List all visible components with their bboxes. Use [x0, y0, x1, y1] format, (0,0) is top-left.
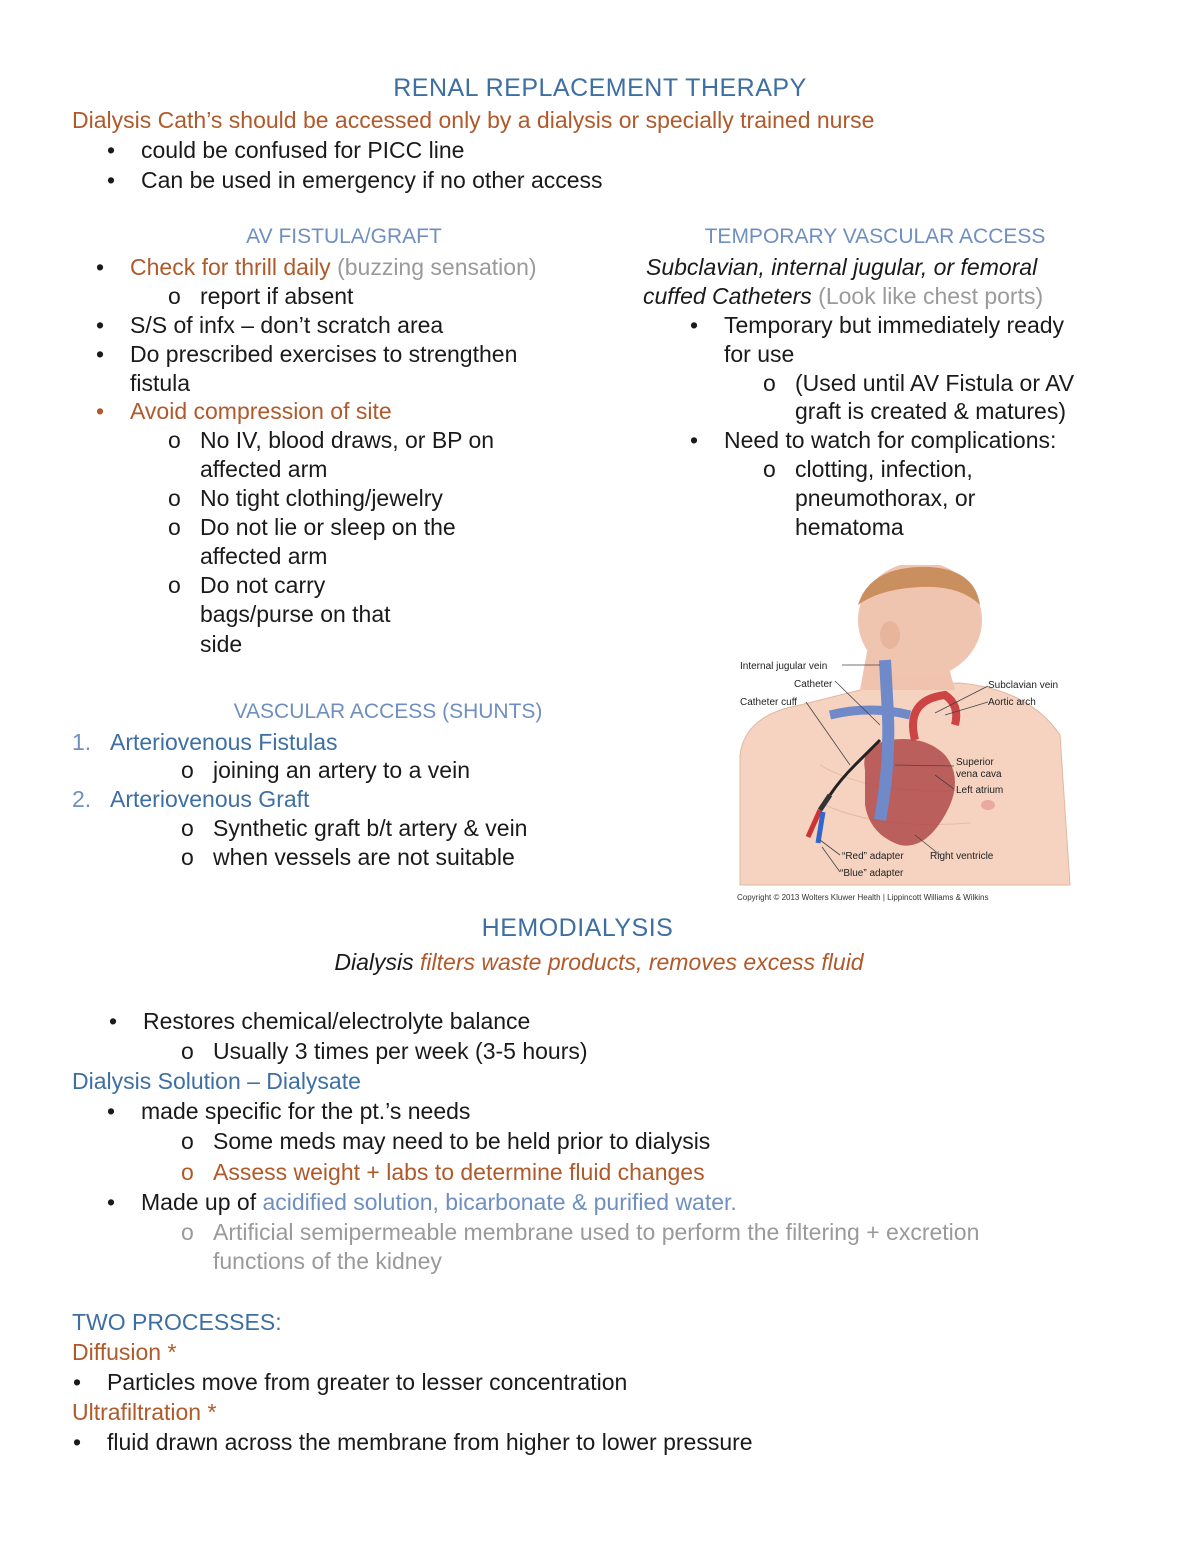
temp-bullet-ready-cont: for use — [724, 341, 795, 367]
av-thrill-text: Check for thrill daily — [130, 254, 331, 280]
temp-sub-until-cont: graft is created & matures) — [795, 398, 1066, 424]
temp-sub-clotting: o clotting, infection, — [795, 455, 973, 484]
figure-caption: Copyright © 2013 Wolters Kluwer Health | Lippincott Williams & Wilkins — [737, 893, 989, 902]
hemo-subtitle — [0, 948, 1198, 977]
shunts-item-graft: Arteriovenous Graft — [110, 786, 310, 812]
shunts-item-fistulas: Arteriovenous Fistulas — [110, 729, 338, 755]
temp-line-2 — [643, 282, 1043, 311]
processes-diffusion: Diffusion * — [72, 1339, 177, 1365]
label-svc-2: vena cava — [956, 769, 1002, 780]
av-bullet-infx: • S/S of infx – don’t scratch area — [130, 311, 443, 340]
processes-diffusion-bullet: • Particles move from greater to lesser concentration — [107, 1368, 627, 1397]
av-sub-carry-cont2: side — [200, 631, 243, 657]
shunts-sub-vessels: o when vessels are not suitable — [213, 843, 515, 872]
av-bullet-exercises: • Do prescribed exercises to strengthen — [130, 340, 517, 369]
av-sub-carry: o Do not carry — [200, 571, 325, 600]
temp-cuffed-note: (Look like chest ports) — [811, 283, 1044, 309]
temp-heading: TEMPORARY VASCULAR ACCESS — [704, 225, 1046, 248]
av-bullet-thrill — [130, 253, 537, 282]
processes-ultrafiltration: Ultrafiltration * — [72, 1399, 217, 1425]
label-catheter-cuff: Catheter cuff — [740, 697, 798, 708]
hemo-sub-usually: o Usually 3 times per week (3-5 hours) — [213, 1037, 588, 1066]
hemo-sub-membrane: o Artificial semipermeable membrane used to perform the filtering + excretion — [213, 1218, 979, 1247]
hemo-sub-weight: o Assess weight + labs to determine fluid changes — [213, 1158, 705, 1187]
temp-sub-clotting-cont1: pneumothorax, or — [795, 485, 976, 511]
label-aortic-arch: Aortic arch — [988, 697, 1036, 708]
temp-sub-until: o (Used until AV Fistula or AV — [795, 369, 1074, 398]
av-heading: AV FISTULA/GRAFT — [246, 225, 442, 248]
hemo-bullet-specific: • made specific for the pt.’s needs — [141, 1097, 470, 1126]
shunts-sub-joining: o joining an artery to a vein — [213, 756, 470, 785]
label-right-ventricle: Right ventricle — [930, 851, 994, 862]
hemo-heading: HEMODIALYSIS — [481, 914, 674, 942]
hemo-bullet-restores: • Restores chemical/electrolyte balance — [143, 1007, 530, 1036]
av-sub-noiv-cont: affected arm — [200, 456, 328, 482]
intro-bullet-1: • could be confused for PICC line — [141, 136, 464, 165]
hemo-bullet-madeup — [141, 1188, 737, 1217]
hemo-subtitle-filters: filters waste products, removes excess fluid — [420, 949, 864, 975]
shunts-num-2: 2. — [72, 786, 92, 812]
temp-line-1: Subclavian, internal jugular, or femoral — [646, 254, 1038, 280]
av-sub-sleep: o Do not lie or sleep on the — [200, 513, 456, 542]
label-red-adapter: “Red” adapter — [842, 851, 904, 862]
av-sub-report: o report if absent — [200, 282, 353, 311]
av-sub-noiv: o No IV, blood draws, or BP on — [200, 426, 494, 455]
intro-line: Dialysis Cath’s should be accessed only by a dialysis or specially trained nurse — [72, 107, 875, 133]
shunts-heading: VASCULAR ACCESS (SHUNTS) — [233, 700, 543, 723]
page-title: RENAL REPLACEMENT THERAPY — [393, 74, 807, 102]
av-bullet-exercises-cont: fistula — [130, 370, 191, 396]
catheter-illustration — [730, 565, 1075, 895]
av-bullet-avoid: • Avoid compression of site — [130, 397, 392, 426]
hemo-subtitle-dialysis: Dialysis — [334, 949, 421, 975]
hemo-sub-meds: o Some meds may need to be held prior to dialysis — [213, 1127, 710, 1156]
temp-bullet-ready: • Temporary but immediately ready — [724, 311, 1064, 340]
hemo-solution: Dialysis Solution – Dialysate — [72, 1068, 361, 1094]
temp-bullet-watch: • Need to watch for complications: — [724, 426, 1056, 455]
av-sub-sleep-cont: affected arm — [200, 543, 328, 569]
shunts-num-1: 1. — [72, 729, 92, 755]
label-subclavian: Subclavian vein — [988, 680, 1059, 691]
label-internal-jugular: Internal jugular vein — [740, 661, 828, 672]
hemo-sub-membrane-cont: functions of the kidney — [213, 1248, 442, 1274]
hemo-madeup-solution: acidified solution, bicarbonate & purified water. — [262, 1189, 737, 1215]
av-sub-clothing: o No tight clothing/jewelry — [200, 484, 443, 513]
label-left-atrium: Left atrium — [956, 785, 1004, 796]
hemo-madeup-text: Made up of — [141, 1189, 263, 1215]
processes-ultrafiltration-bullet: • fluid drawn across the membrane from higher to lower pressure — [107, 1428, 753, 1457]
intro-bullet-2: • Can be used in emergency if no other access — [141, 166, 603, 195]
processes-heading: TWO PROCESSES: — [72, 1309, 282, 1335]
temp-sub-clotting-cont2: hematoma — [795, 514, 904, 540]
label-blue-adapter: “Blue” adapter — [840, 868, 904, 879]
label-svc-1: Superior — [956, 757, 994, 768]
av-sub-carry-cont1: bags/purse on that — [200, 601, 391, 627]
temp-cuffed: cuffed Catheters — [643, 283, 812, 309]
shunts-sub-synthetic: o Synthetic graft b/t artery & vein — [213, 814, 527, 843]
av-thrill-note: (buzzing sensation) — [330, 254, 537, 280]
label-catheter: Catheter — [794, 679, 833, 690]
